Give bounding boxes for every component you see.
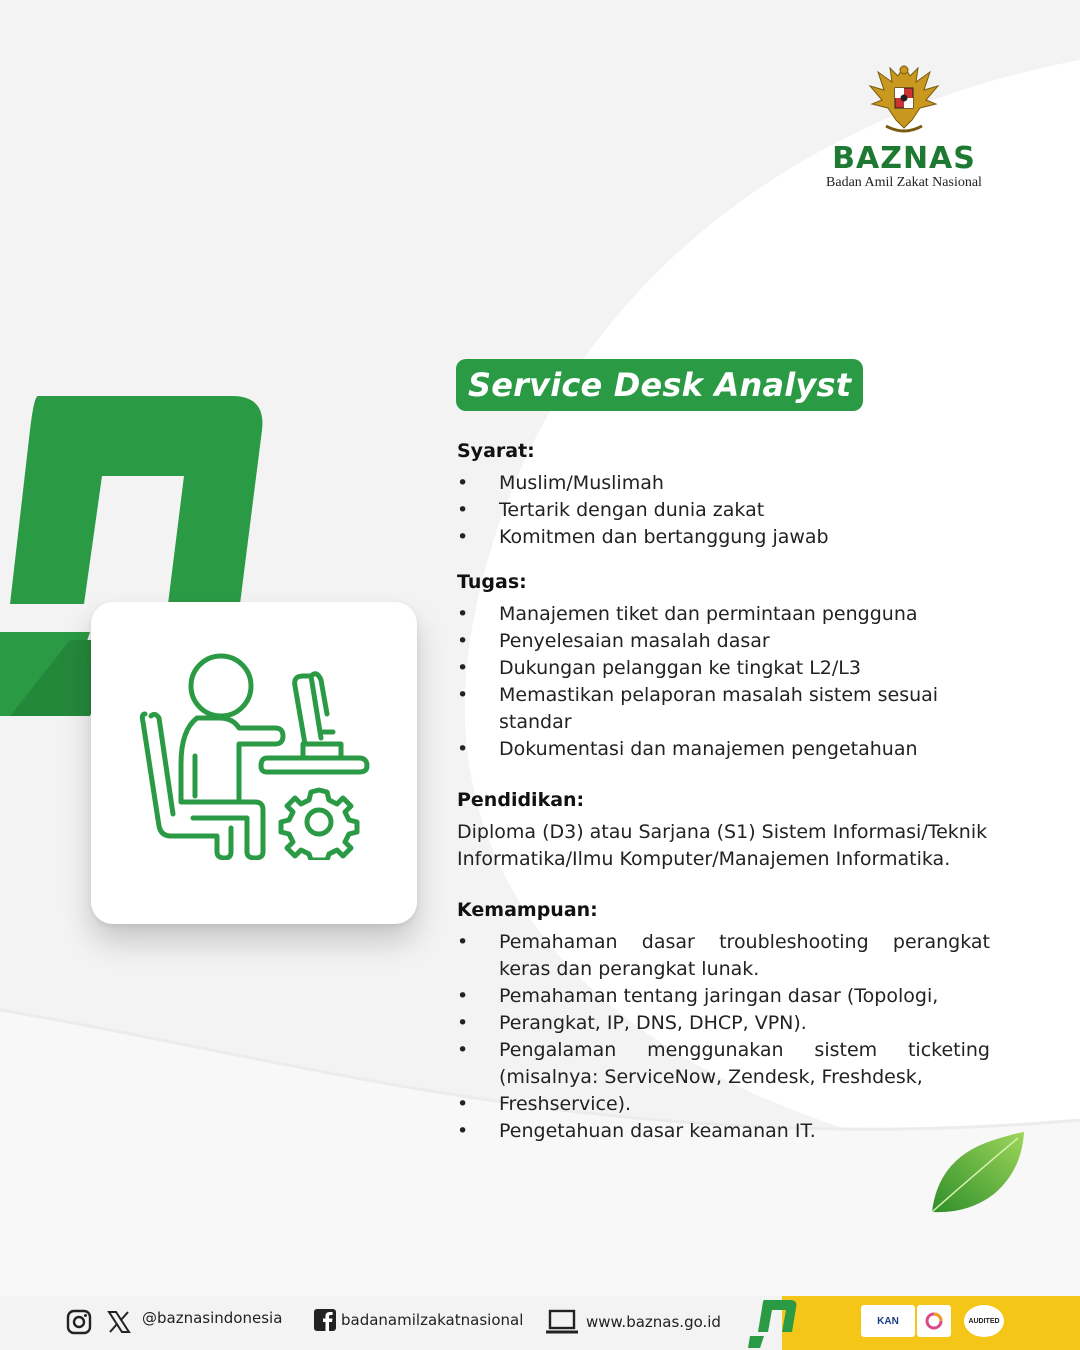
list-item: • Muslim/Muslimah — [457, 470, 990, 497]
audited-label: AUDITED — [968, 1317, 1000, 1325]
list-item: • Komitmen dan bertanggung jawab — [457, 524, 990, 551]
pendidikan-text: Diploma (D3) atau Sarjana (S1) Sistem Informasi/Teknik Informatika/Ilmu Komputer/Manajemen Informatika. — [457, 821, 988, 870]
leaf-decoration-icon — [928, 1130, 1028, 1216]
syarat-list — [457, 470, 1023, 551]
garuda-emblem-icon — [862, 56, 946, 140]
kemampuan-heading: Kemampuan: — [457, 899, 598, 921]
certification-icon — [924, 1311, 944, 1331]
list-item: • Pemahaman tentang jaringan dasar (Topologi, — [457, 983, 990, 1010]
list-item: • Penyelesaian masalah dasar — [457, 628, 990, 655]
list-item: • Manajemen tiket dan permintaan pengguna — [457, 601, 990, 628]
brand-subtitle: Badan Amil Zakat Nasional — [826, 175, 982, 190]
pendidikan-heading: Pendidikan: — [457, 789, 585, 811]
brand-name: BAZNAS — [832, 141, 976, 176]
facebook-link[interactable] — [314, 1309, 523, 1331]
list-item: • Pengalaman menggunakan sistem ticketing (misalnya: ServiceNow, Zendesk, Freshdesk, — [457, 1037, 990, 1091]
website-url: www.baznas.go.id — [586, 1313, 721, 1331]
kemampuan-list — [457, 929, 1023, 1145]
job-title: Service Desk Analyst — [468, 366, 852, 404]
baznas-mark-icon — [744, 1296, 800, 1350]
tugas-list — [457, 601, 1023, 763]
list-item: • Perangkat, IP, DNS, DHCP, VPN). — [457, 1010, 990, 1037]
instagram-icon — [66, 1309, 92, 1335]
facebook-handle: badanamilzakatnasional — [341, 1311, 524, 1329]
list-item: • Pemahaman dasar troubleshooting perangkat keras dan perangkat lunak. — [457, 929, 990, 983]
list-item: • Dokumentasi dan manajemen pengetahuan — [457, 736, 990, 763]
illustration-card — [91, 602, 417, 924]
list-item: • Memastikan pelaporan masalah sistem sesuai standar — [457, 682, 990, 736]
tugas-heading: Tugas: — [457, 571, 527, 593]
facebook-icon — [314, 1309, 336, 1331]
laptop-icon — [546, 1309, 578, 1335]
social-handle[interactable]: @baznasindonesia — [142, 1309, 283, 1327]
x-icon — [106, 1309, 132, 1335]
list-item: • Tertarik dengan dunia zakat — [457, 497, 990, 524]
syarat-heading: Syarat: — [457, 440, 535, 462]
kan-accreditation-badge — [861, 1305, 915, 1337]
baznas-logo — [806, 56, 1002, 191]
list-item: • Freshservice). — [457, 1091, 990, 1118]
instagram-link[interactable] — [66, 1309, 92, 1335]
job-description — [457, 438, 1023, 1145]
audited-badge — [964, 1305, 1004, 1337]
x-link[interactable] — [106, 1309, 132, 1335]
certification-badge — [917, 1305, 951, 1337]
kan-label: KAN — [877, 1315, 899, 1327]
job-title-badge — [456, 359, 863, 411]
list-item: • Dukungan pelanggan ke tingkat L2/L3 — [457, 655, 990, 682]
list-item: • Pengetahuan dasar keamanan IT. — [457, 1118, 990, 1145]
person-at-computer-with-gear-icon — [135, 646, 371, 860]
website-link[interactable] — [546, 1309, 721, 1335]
